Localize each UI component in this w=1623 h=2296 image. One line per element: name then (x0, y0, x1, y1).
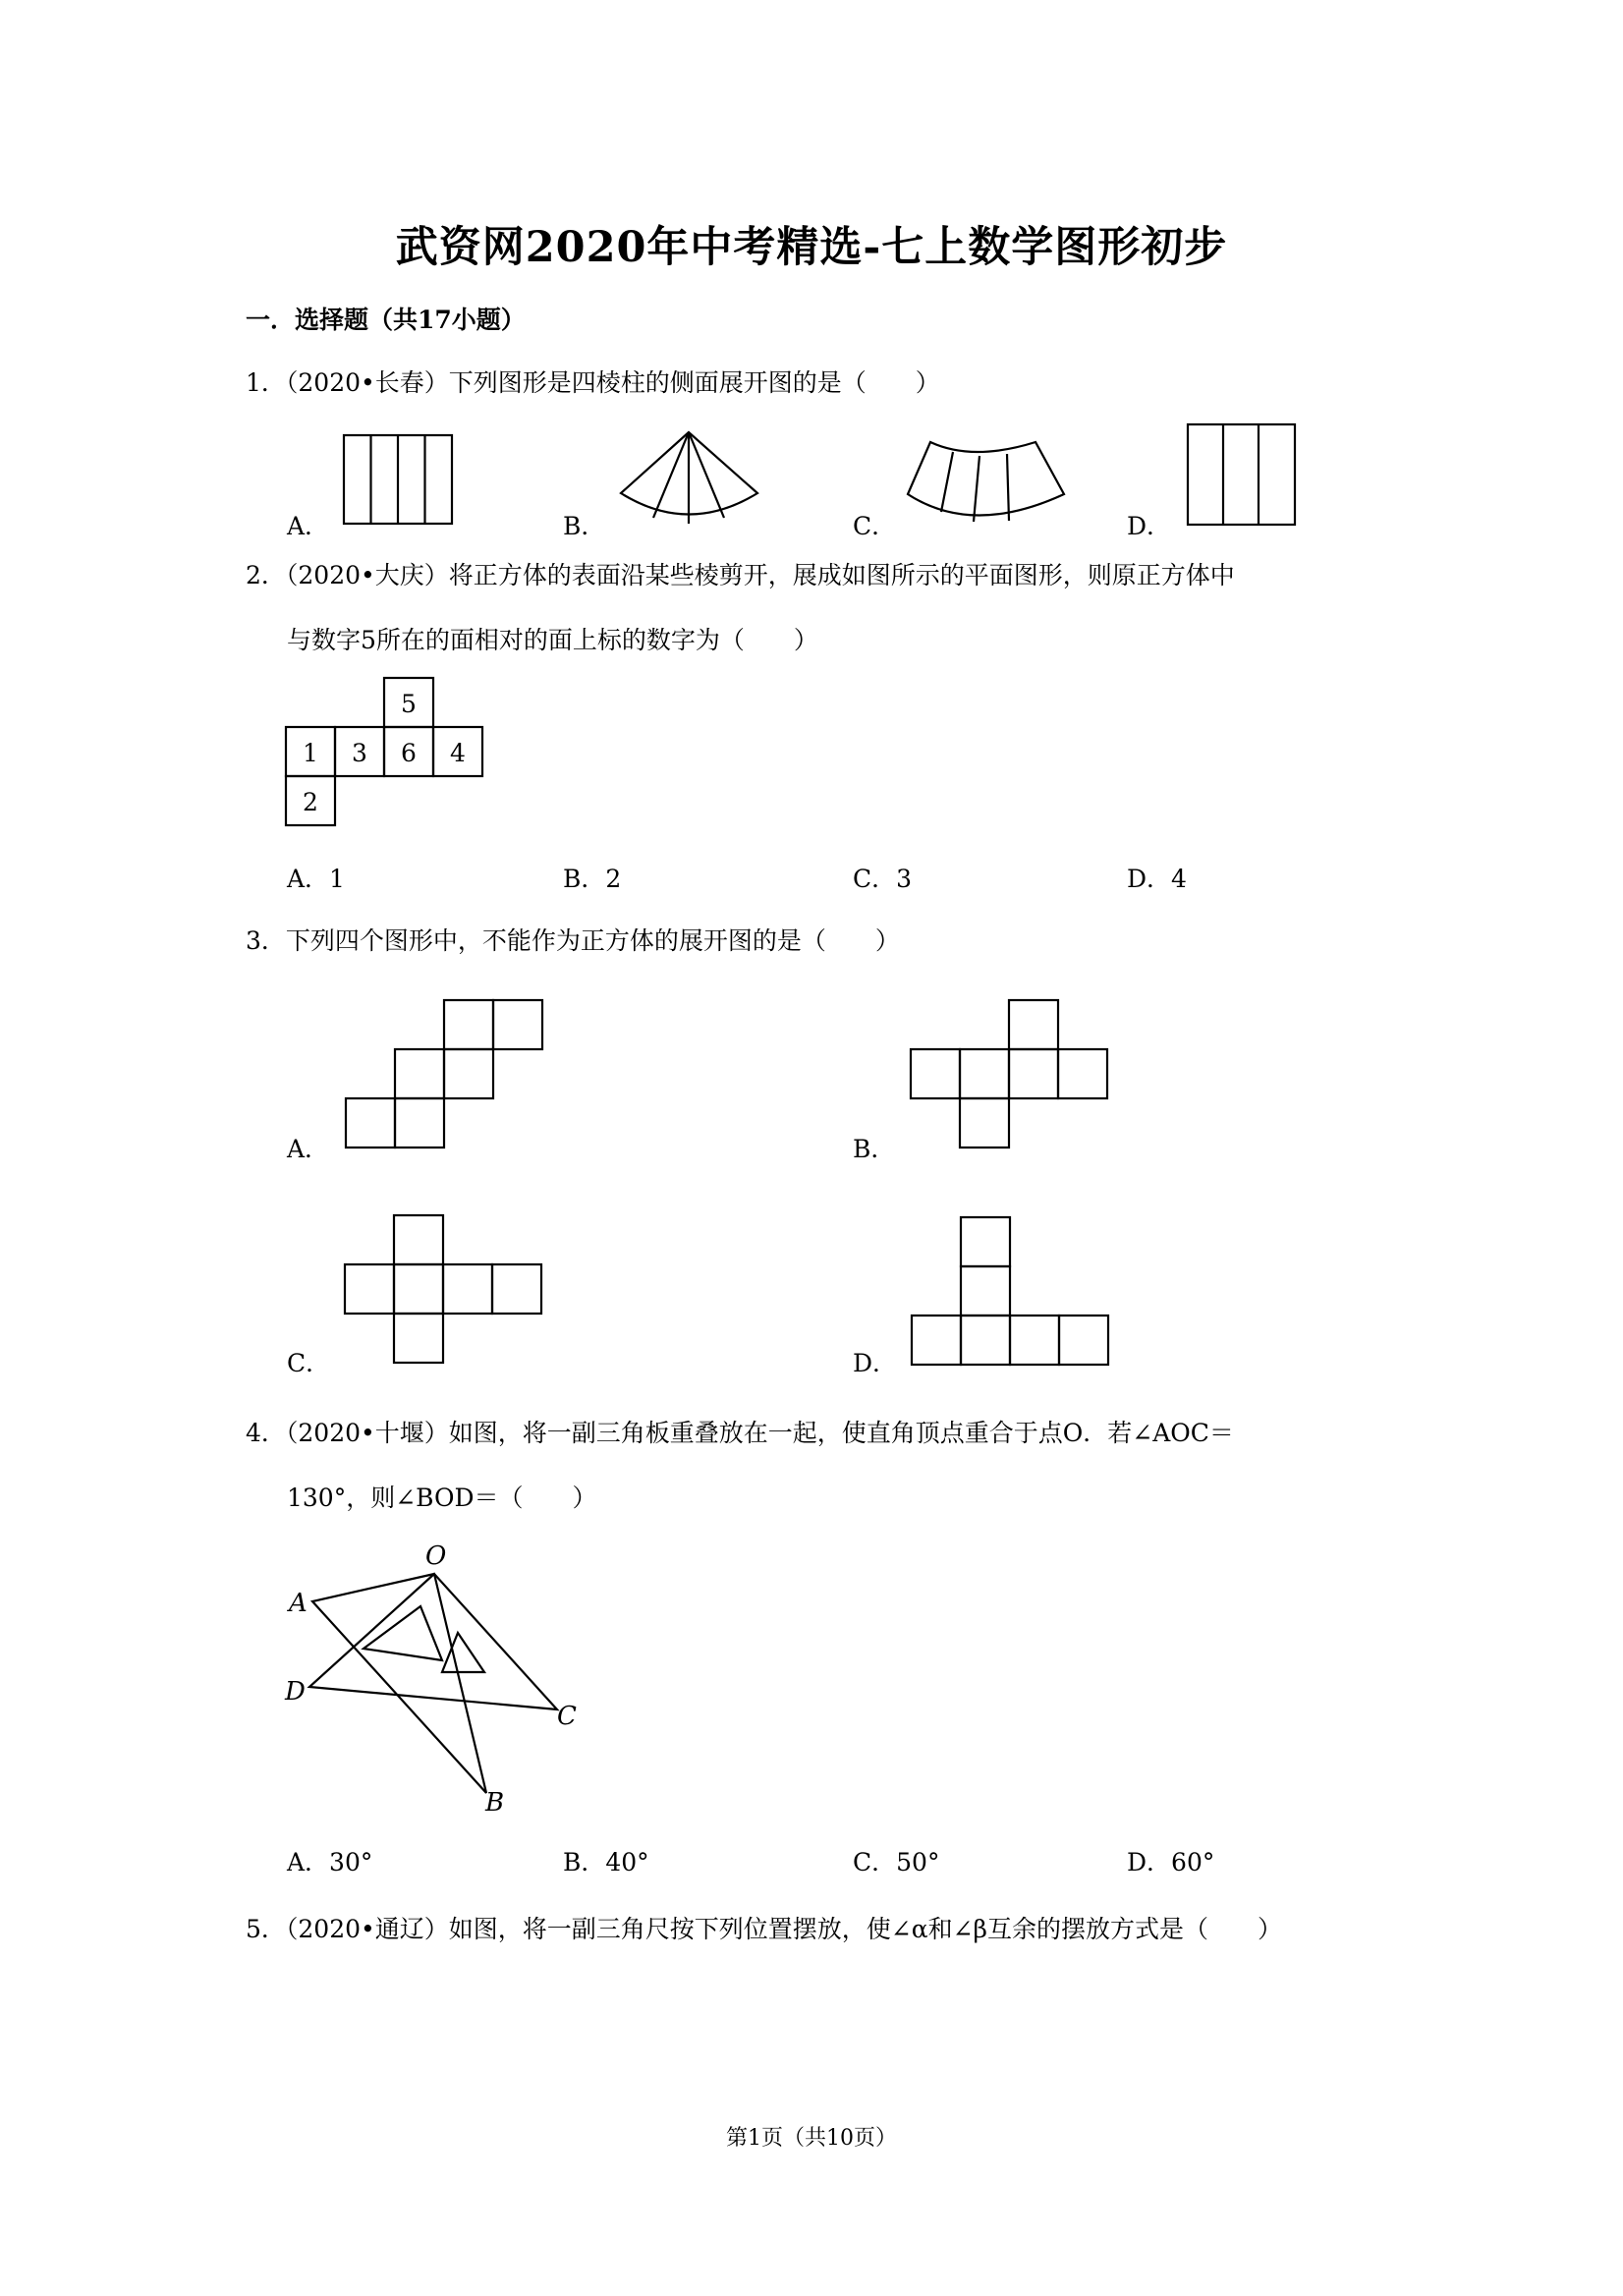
question-1-text: 1．（2020•长春）下列图形是四棱柱的侧面展开图的是（ ） (246, 368, 940, 397)
q2-option-b: B．2 (563, 865, 622, 893)
question-4-text-line2: 130°，则∠BOD＝（ ） (287, 1484, 597, 1512)
q4-option-d: D．60° (1127, 1848, 1215, 1876)
question-3-text: 3．下列四个图形中，不能作为正方体的展开图的是（ ） (246, 926, 900, 955)
page-footer: 第1页（共10页） (726, 2126, 897, 2151)
net-label-5: 5 (401, 690, 417, 718)
page-title: 武资网2020年中考精选-七上数学图形初步 (395, 223, 1228, 272)
q1-option-b: B． (563, 512, 606, 540)
label-O: O (425, 1541, 447, 1571)
label-A: A (289, 1589, 308, 1618)
q3-option-c: C． (287, 1349, 331, 1377)
net-label-4: 4 (450, 739, 466, 767)
q1-option-a: A． (287, 512, 330, 540)
question-2-text-line1: 2．（2020•大庆）将正方体的表面沿某些棱剪开，展成如图所示的平面图形，则原正方体中 (246, 561, 1235, 589)
question-2-text-line2: 与数字5所在的面相对的面上标的数字为（ ） (287, 626, 818, 654)
net-label-1: 1 (303, 739, 318, 767)
q4-option-a: A．30° (287, 1848, 373, 1876)
q2-option-a: A．1 (287, 865, 345, 893)
label-C: C (557, 1702, 577, 1731)
q2-option-c: C．3 (853, 865, 913, 893)
q1-option-c: C． (853, 512, 897, 540)
q1-option-d: D． (1127, 512, 1172, 540)
q2-option-d: D．4 (1127, 865, 1187, 893)
section-heading: 一．选择题（共17小题） (246, 306, 526, 334)
label-D: D (285, 1677, 306, 1707)
q3-option-b: B． (853, 1135, 896, 1163)
net-label-6: 6 (401, 739, 417, 767)
net-label-2: 2 (303, 788, 318, 816)
q3-option-a: A． (287, 1135, 330, 1163)
q4-option-b: B．40° (563, 1848, 649, 1876)
net-label-3: 3 (352, 739, 367, 767)
label-B: B (485, 1788, 505, 1818)
q3-option-d: D． (853, 1349, 898, 1377)
question-4-text-line1: 4．（2020•十堰）如图，将一副三角板重叠放在一起，使直角顶点重合于点O．若∠AOC＝ (246, 1419, 1234, 1447)
question-5-text: 5．（2020•通辽）如图，将一副三角尺按下列位置摆放，使∠α和∠β互余的摆放方式是（ ） (246, 1915, 1283, 1943)
q4-option-c: C．50° (853, 1848, 940, 1876)
